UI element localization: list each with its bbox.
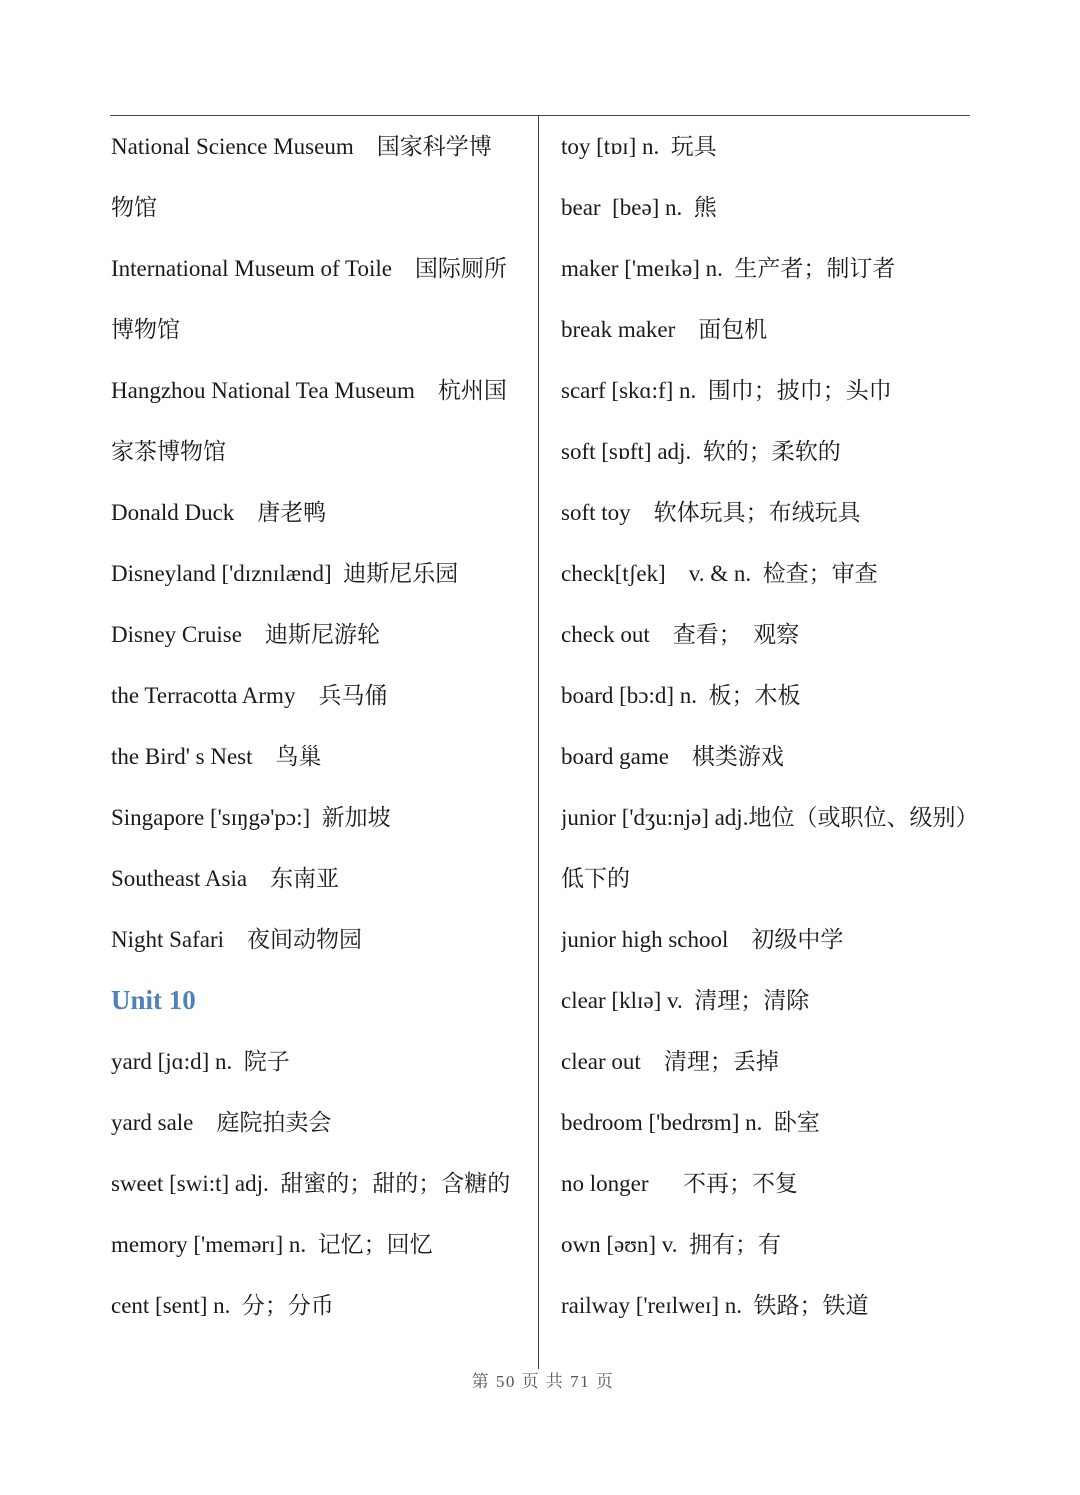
vocab-line: Disneyland ['dɪznɪlænd] 迪斯尼乐园 — [111, 561, 459, 586]
vocab-line: board [bɔ:d] n. 板；木板 — [561, 683, 801, 708]
vocab-line: Singapore ['sɪŋgə'pɔ:] 新加坡 — [111, 805, 391, 830]
vocab-line: yard [jɑ:d] n. 院子 — [111, 1049, 290, 1074]
vocab-line: Southeast Asia 东南亚 — [111, 866, 340, 891]
vocab-line: railway ['reɪlweɪ] n. 铁路；铁道 — [561, 1293, 869, 1318]
vocab-line: International Museum of Toile 国际厕所 — [111, 256, 507, 281]
vocab-line: board game 棋类游戏 — [561, 744, 784, 769]
vocab-line: cent [sent] n. 分；分币 — [111, 1293, 334, 1318]
column-divider — [538, 115, 539, 1369]
vocab-line: 博物馆 — [111, 317, 180, 342]
left-column — [111, 116, 535, 1336]
vocab-line: junior ['dʒu:njə] adj.地位（或职位、级别） — [561, 805, 979, 830]
vocab-line: junior high school 初级中学 — [561, 927, 844, 952]
page-footer: 第 50 页 共 71 页 — [471, 1372, 615, 1391]
vocab-line: the Bird' s Nest 鸟巢 — [111, 744, 322, 769]
vocab-line: check[tʃek] v. & n. 检查；审查 — [561, 561, 878, 586]
vocab-line: break maker 面包机 — [561, 317, 768, 342]
right-column — [561, 116, 1066, 1336]
vocab-line: Hangzhou National Tea Museum 杭州国 — [111, 378, 507, 403]
vocab-line: toy [tɒɪ] n. 玩具 — [561, 134, 717, 159]
vocab-line: own [əʊn] v. 拥有；有 — [561, 1232, 782, 1257]
vocab-line: Disney Cruise 迪斯尼游轮 — [111, 622, 380, 647]
vocab-line: maker ['meɪkə] n. 生产者；制订者 — [561, 256, 896, 281]
vocab-line: bear [beə] n. 熊 — [561, 195, 717, 220]
vocab-line: bedroom ['bedrʊm] n. 卧室 — [561, 1110, 820, 1135]
vocab-line: no longer 不再；不复 — [561, 1171, 799, 1196]
vocab-line: scarf [skɑ:f] n. 围巾；披巾；头巾 — [561, 378, 892, 403]
vocab-line: National Science Museum 国家科学博 — [111, 134, 492, 159]
vocab-line: clear [klɪə] v. 清理；清除 — [561, 988, 810, 1013]
vocab-line: memory ['memərɪ] n. 记忆；回忆 — [111, 1232, 433, 1257]
vocab-line: 物馆 — [111, 195, 157, 220]
vocab-line: 家茶博物馆 — [111, 439, 226, 464]
vocab-line: check out 查看； 观察 — [561, 622, 800, 647]
vocab-line: the Terracotta Army 兵马俑 — [111, 683, 388, 708]
vocab-line: soft toy 软体玩具；布绒玩具 — [561, 500, 861, 525]
unit-heading: Unit 10 — [111, 985, 196, 1015]
vocab-line: soft [sɒft] adj. 软的；柔软的 — [561, 439, 841, 464]
vocab-line: Donald Duck 唐老鸭 — [111, 500, 327, 525]
vocab-line: clear out 清理；丢掉 — [561, 1049, 779, 1074]
vocab-line: Night Safari 夜间动物园 — [111, 927, 363, 952]
vocab-line: yard sale 庭院拍卖会 — [111, 1110, 332, 1135]
vocab-line: 低下的 — [561, 866, 630, 891]
vocab-line: sweet [swi:t] adj. 甜蜜的；甜的；含糖的 — [111, 1171, 511, 1196]
